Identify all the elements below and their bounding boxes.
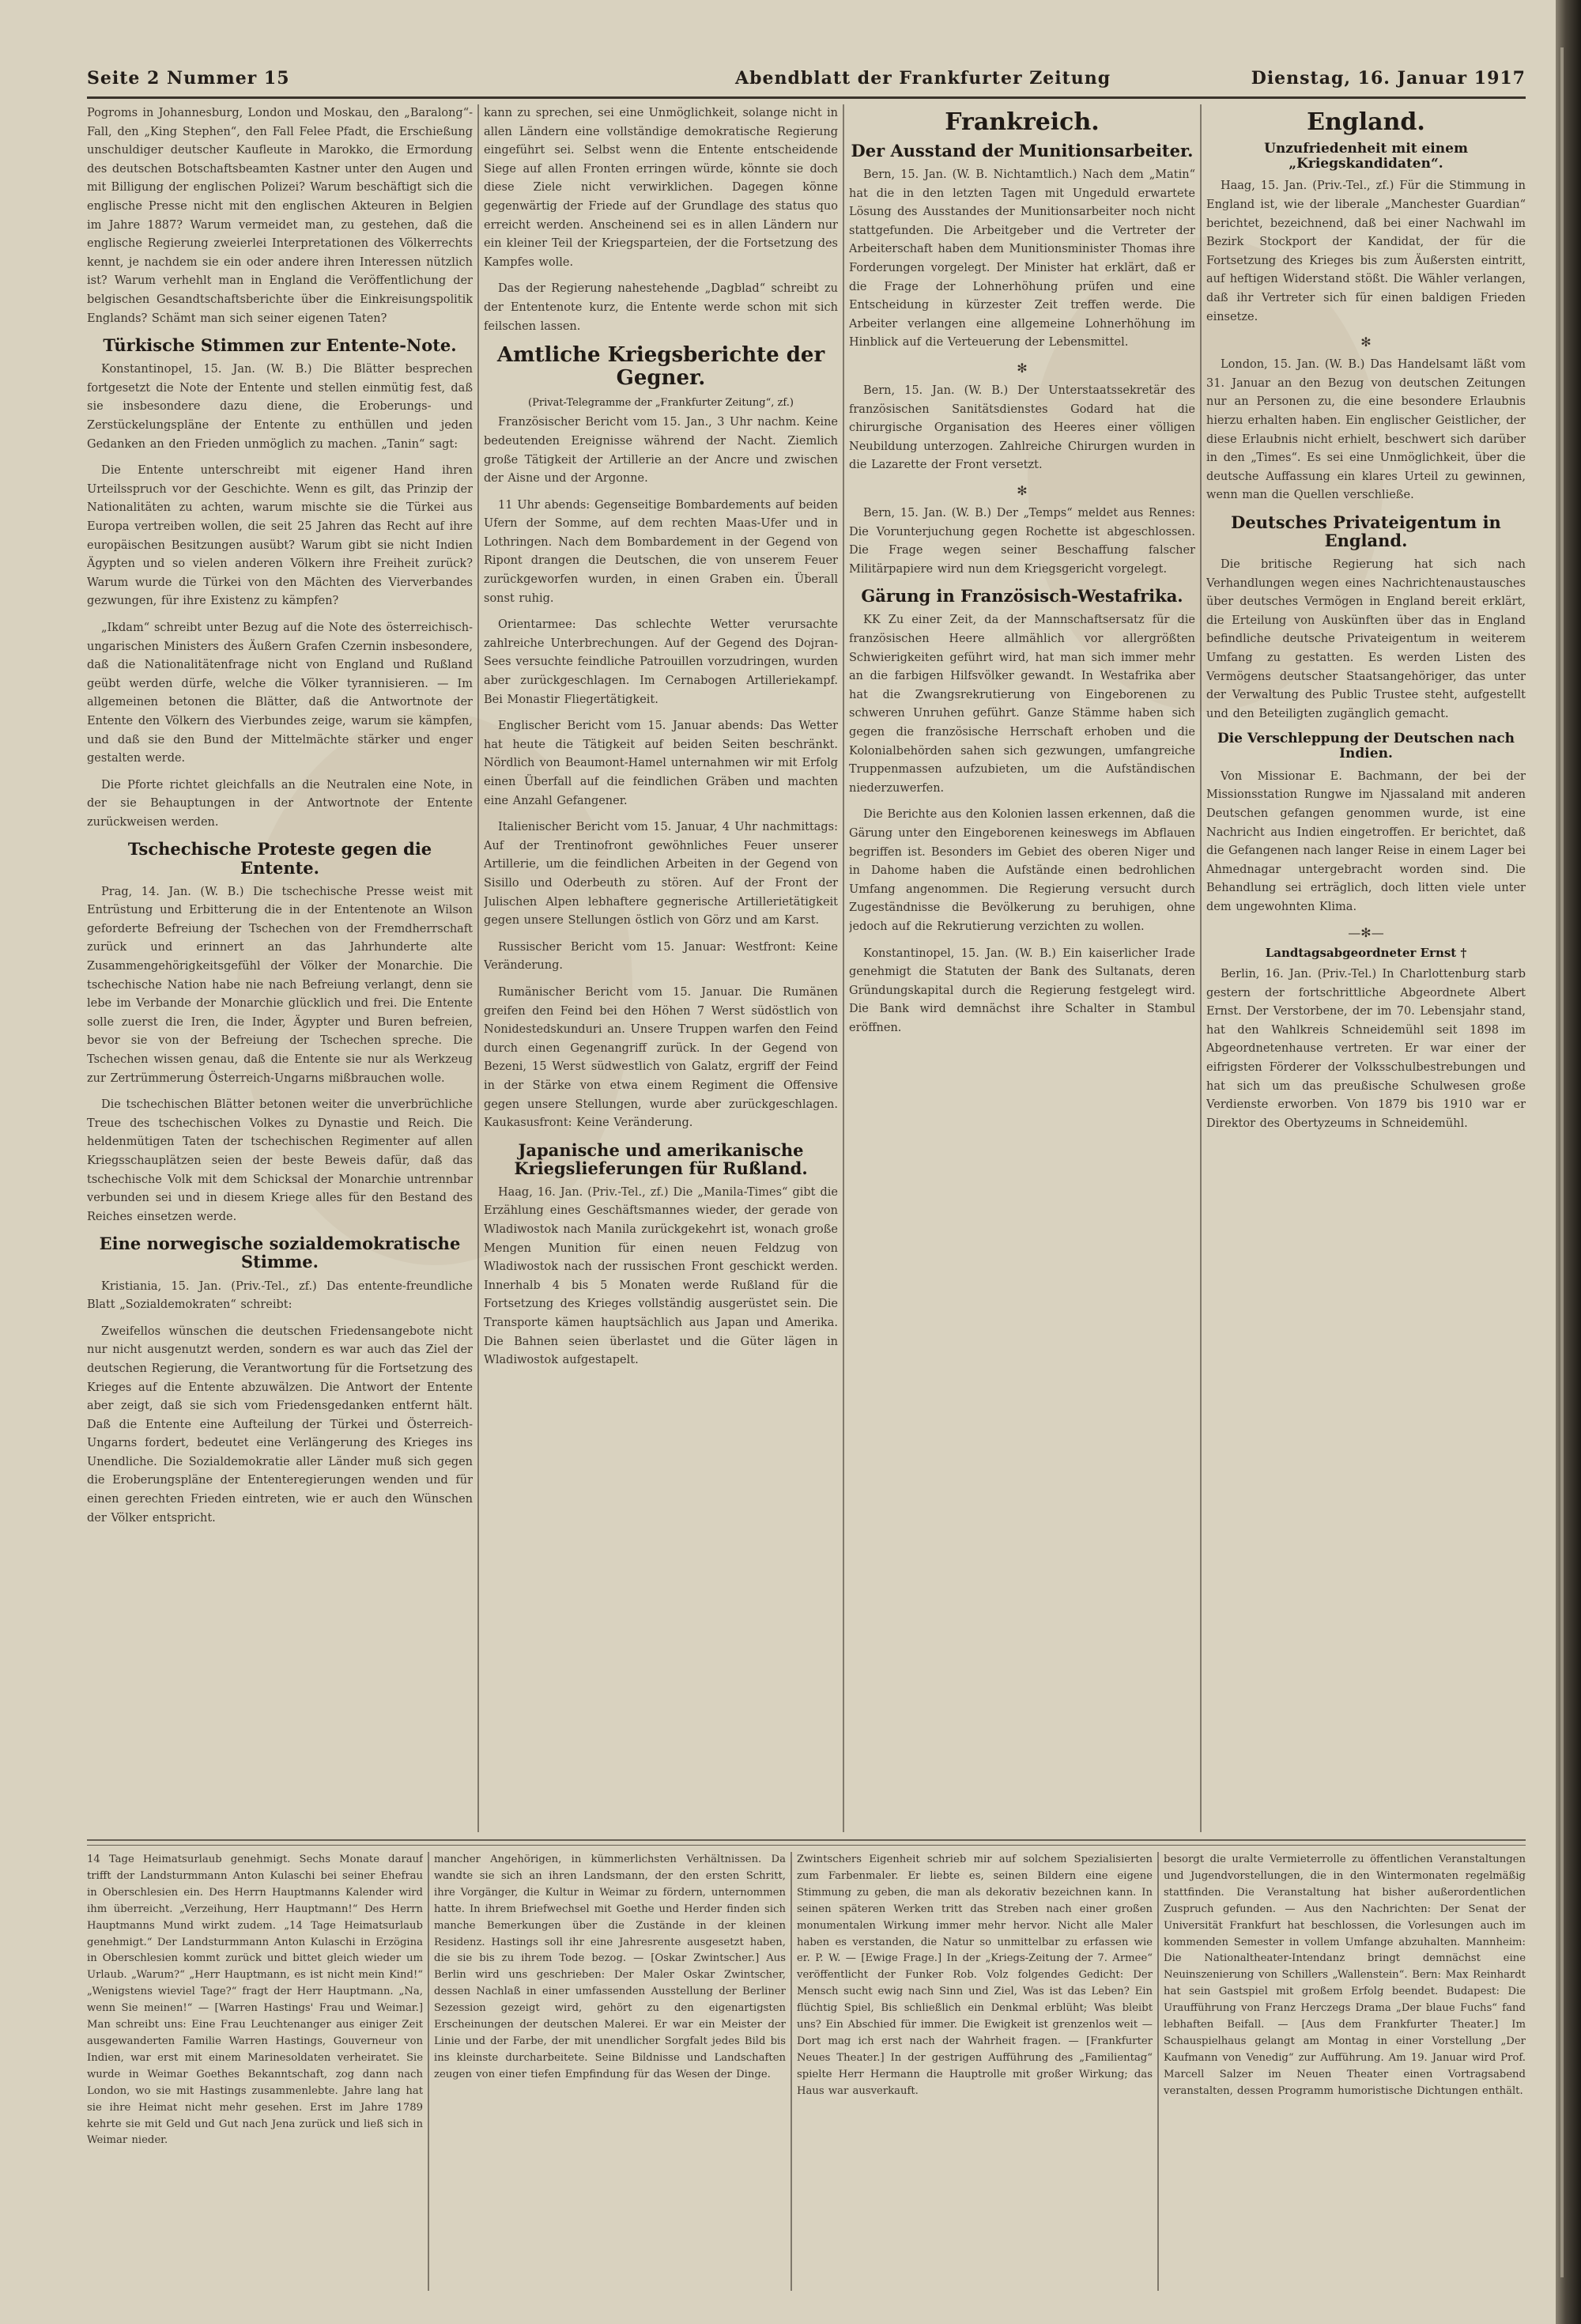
feuilleton-text: besorgt die uralte Vermieterrolle zu öffentlichen Veranstaltungen und Jugendvorstellungen, die in den Wintermonaten regelmäßig stattfinden. Die Veranstaltung hat bisher außerordentlichen Zuspruch gefunden. — Aus den Nachrichten: Der Senat der Universität Frankfurt hat beschlossen, die Vorlesungen auch im kommenden Semester in vollem Umfange abzuhalten. Mannheim: Die Nationaltheater-Intendanz bringt demnächst eine Neuinszenierung von Schillers „Wallenstein“. Bern: Max Reinhardt hat sein Gastspiel mit großem Erfolg beendet. Budapest: Die Uraufführung von Franz Herczegs Drama „Der blaue Fuchs“ fand lebhaften Beifall. — [Aus dem Frankfurter Theater.] Im Schauspielhaus gelangt am Montag in einer Vorstellung „Der Kaufmann von Venedig“ zur Aufführung. Am 19. Januar wird Prof. Marcell Salzer im Neuen Theater einen Vortragsabend veranstalten, dessen Programm humoristische Dichtungen enthält. [1164, 1854, 1526, 2097]
article-text: Die tschechischen Blätter betonen weiter die unverbrüchliche Treue des tschechischen Volkes zu Dynastie und Reich. Die heldenmütigen Taten der tschechischen Regimenter auf allen Kriegsschauplätzen seien der beste Beweis dafür, daß das tschechische Volk mit dem Schicksal der Monarchie untrennbar verbunden sei und in diesem Kriege alles für den Bestand des Reiches einsetzen werde. [87, 1098, 473, 1223]
feuilleton-text: Zwintschers Eigenheit schrieb mir auf solchem Spezialisierten zum Farbenmaler. Er liebte es, seinen Bildern eine eigene Stimmung zu geben, die man als dekorativ bezeichnen kann. In seinen späteren Werken tritt das Streben nach einer großen monumentalen Wirkung immer mehr hervor. Nicht alle Maler haben es verstanden, die Natur so unmittelbar zu erfassen wie er. P. W. — [Ewige Frage.] In der „Kriegs-Zeitung der 7. Armee“ veröffentlicht der Funker Rob. Volz folgendes Gedicht: Der Mensch sucht ewig nach Sinn und Ziel, Was ist das Leben? Ein flüchtig Spiel, Bis schließlich ein Denkmal erblüht; Was bleibt uns? Ein Abschied für immer. Die Ewigkeit ist grenzenlos weit — Dort mag ich erst nach der Wahrheit fragen. — [Frankfurter Neues Theater.] In der gestrigen Aufführung des „Familientag“ spielte Herr Hermann die Hauptrolle mit großer Wirkung; das Haus war ausverkauft. [797, 1854, 1153, 2097]
headline-india-deportation: Die Verschleppung der Deutschen nach Indien. [1217, 731, 1515, 762]
column-rule [428, 1852, 429, 2291]
headline-turkish-voices: Türkische Stimmen zur Entente-Note. [103, 335, 457, 356]
article-text: Die britische Regierung hat sich nach Verhandlungen wegen eines Nachrichtenaustausches über deutsches Vermögen in England bereit erklärt, die Erteilung von Auskünften über das in England befindliche deutsche Privateigentum in weiterem Umfang zu gestatten. Es werden Listen des Vermögens deutscher Staatsangehöriger, das unter der Verwaltung des Public Trustee steht, aufgestellt und den Beteiligten zugänglich gemacht. [1206, 558, 1526, 720]
subheading: (Privat-Telegramme der „Frankfurter Zeitung“, zf.) [528, 397, 794, 410]
separator: ✻ [1360, 334, 1372, 350]
article-text: „Ikdam“ schreibt unter Bezug auf die Note des österreichisch-ungarischen Ministers des Äußern Grafen Czernin insbesondere, daß die Nationalitätenfrage nicht von England und Rußland geübt werden dürfe, welche die Völker tyrannisieren. — Im allgemeinen betonen die Blätter, daß die Antwortnote der Entente den Völkern des Vierbundes zeige, warum sie kämpfen, und daß sie den Bund der Mittelmächte stärker und enger gestalten werde. [87, 621, 473, 765]
issue-date: Dienstag, 16. Januar 1917 [1251, 68, 1526, 89]
article-text: Russischer Bericht vom 15. Januar: Westfront: Keine Veränderung. [484, 940, 838, 973]
separator: ✻ [1017, 361, 1028, 376]
article-text: Englischer Bericht vom 15. Januar abends: Das Wetter hat heute die Tätigkeit auf beiden Seiten beschränkt. Nördlich von Beaumont-Hamel unternahmen wir mit Erfolg einen Überfall auf die feindlichen Gräben und machten eine Anzahl Gefangener. [484, 720, 838, 807]
feuilleton-column-4 [1164, 1852, 1526, 2291]
article-text: Orientarmee: Das schlechte Wetter verursachte zahlreiche Unterbrechungen. Auf der Gegend des Dojran-Sees versuchte feindliche Patrouillen vorzudringen, wurden aber zurückgeschlagen. Im Cernabogen Artilleriekampf. Bei Monastir Fliegertätigkeit. [484, 618, 838, 706]
article-text: Haag, 15. Jan. (Priv.-Tel., zf.) Für die Stimmung in England ist, wie der liberale „Manchester Guardian“ berichtet, bezeichnend, daß bei einer Nachwahl im Bezirk Stockport der Kandidat, der für die Fortsetzung des Krieges bis zum Äußersten eintritt, auf heftigen Widerstand stößt. Die Wähler verlangen, daß ihr Vertreter sich für einen baldigen Frieden einsetze. [1206, 179, 1526, 323]
article-text: Französischer Bericht vom 15. Jan., 3 Uhr nachm. Keine bedeutenden Ereignisse während der Nacht. Ziemlich große Tätigkeit der Artillerie an der Ancre und zwischen der Aisne und der Argonne. [484, 416, 838, 486]
article-text: Bern, 15. Jan. (W. B.) Der „Temps“ meldet aus Rennes: Die Vorunterjuchung gegen Rochette ist abgeschlossen. Die Frage wegen seiner Beschaffung falscher Militärpapiere wird nun dem Kriegsgericht vorgelegt. [849, 507, 1195, 576]
article-text: Pogroms in Johannesburg, London und Moskau, den „Baralong“-Fall, den „King Stephen“, den Fall Felee Pfadt, die Erschießung unschuldiger deutscher Kaufleute in Marokko, die Ermordung des deutschen Botschaftsbeamten Kastner unter den Augen und mit Billigung der englischen Polizei? Warum beschäftigt sich die englische Presse nicht mit den englischen Akteuren in Belgien im Jahre 1887? Warum vermeidet man, zu gestehen, daß die englische Regierung zweierlei Interpretationen des Völkerrechts kennt, je nachdem sie ein oder andere ihren Interessen nützlich ist? Warum verhehlt man in England die Veröffentlichung der belgischen Gesandtschaftsberichte über die Einkreisungspolitik Englands? Schämt man sich seiner eigenen Taten? [87, 107, 473, 325]
article-text: Rumänischer Bericht vom 15. Januar. Die Rumänen greifen den Feind bei den Höhen 7 Werst südöstlich von Nonidestedskunduri an. Unsere Truppen warfen den Feind durch einen Gegenangriff zurück. In der Gegend von Bezeni, 15 Werst südwestlich von Galatz, ergriff der Feind in der Stärke von etwa einem Regiment die Offensive gegen unsere Stellungen, wurde aber zurückgeschlagen. Kaukasusfront: Keine Veränderung. [484, 985, 838, 1130]
headline-czech-protests: Tschechische Proteste gegen die Entente. [127, 839, 432, 878]
headline-norwegian-voice: Eine norwegische sozialdemokratische Stimme. [99, 1234, 461, 1272]
article-text: Die Pforte richtet gleichfalls an die Neutralen eine Note, in der sie Behauptungen in der Antwortnote der Entente zurückweisen werden. [87, 778, 473, 829]
article-text: Prag, 14. Jan. (W. B.) Die tschechische Presse weist mit Entrüstung und Erbitterung die in der Ententenote an Wilson geforderte Befreiung der Tschechen von der Fremdherrschaft zurück und erinnert an das Jahrhunderte alte Zusammengehörigkeitsgefühl der Völker der Monarchie. Die tschechische Nation habe nie nach Befreiung verlangt, denn sie lebe im Verbande der Monarchie glücklich und frei. Die Entente solle zuerst die Iren, die Inder, Ägypter und Buren befreien, bevor sie von der Befreiung der Tschechen spreche. Die Tschechen wissen genau, daß die Entente sie nur als Werkzeug zur Zertrümmerung Österreich-Ungarns mißbrauchen wolle. [87, 885, 473, 1085]
article-text: Bern, 15. Jan. (W. B.) Der Unterstaatssekretär des französischen Sanitätsdienstes Godard hat die chirurgische Organisation des Heeres einer völligen Neubildung unterzogen. Zahlreiche Chirurgen wurden in die Lazarette der Front versetzt. [849, 384, 1195, 472]
headline-private-property: Deutsches Privateigentum in England. [1231, 512, 1501, 550]
headline-munitions-strike: Der Ausstand der Munitionsarbeiter. [851, 141, 1194, 161]
column-1 [87, 104, 473, 1832]
article-text: Das der Regierung nahestehende „Dagblad“ schreibt zu der Ententenote kurz, die Entente werde schon mit sich feilschen lassen. [484, 282, 838, 333]
column-rule [790, 1852, 792, 2291]
separator: —✻— [1348, 924, 1384, 940]
headline-japanese-american: Japanische und amerikanische Kriegslieferungen für Rußland. [514, 1139, 808, 1178]
column-4 [1206, 104, 1526, 1832]
masthead [87, 63, 1526, 95]
article-text: Bern, 15. Jan. (W. B. Nichtamtlich.) Nach dem „Matin“ hat die in den letzten Tagen mit Ungeduld erwartete Lösung des Ausstandes der Munitionsarbeiter noch nicht stattgefunden. Die Arbeitgeber und die Vertreter der Arbeiterschaft haben dem Munitionsminister Thomas ihre Forderungen vorgelegt. Der Minister hat erklärt, daß er die Frage der Lohnerhöhung prüfen und eine Entscheidung in kürzester Zeit treffen werde. Die Arbeiter verlangen eine allgemeine Lohnerhöhung im Hinblick auf die Verteuerung der Lebensmittel. [849, 168, 1195, 350]
article-text: Kristiania, 15. Jan. (Priv.-Tel., zf.) Das entente-freundliche Blatt „Sozialdemokraten“ schreibt: [87, 1279, 473, 1312]
headline-west-africa: Gärung in Französisch-Westafrika. [861, 586, 1183, 607]
article-text: 11 Uhr abends: Gegenseitige Bombardements auf beiden Ufern der Somme, auf dem rechten Maas-Ufer und in Lothringen. Nach dem Bombardement in der Gegend von Ripont drangen die Deutschen, die von unserem Feuer zurückgeworfen wurden, in einen Graben ein. Überall sonst ruhig. [484, 498, 838, 605]
headline-war-reports: Amtliche Kriegsberichte der Gegner. [496, 343, 825, 390]
page-number: Seite 2 Nummer 15 [87, 68, 290, 89]
article-text: Von Missionar E. Bachmann, der bei der Missionsstation Rungwe im Njassaland mit anderen Deutschen gefangen genommen wurde, ist eine Nachricht aus Indien eingetroffen. Er berichtet, daß die Gefangenen nach langer Reise in einem Lager bei Ahmednagar untergebracht worden sind. Die Behandlung sei erträglich, doch litten viele unter dem ungewohnten Klima. [1206, 769, 1526, 913]
headline-obituary-ernst: Landtagsabgeordneter Ernst † [1265, 945, 1467, 960]
column-3 [849, 104, 1195, 1832]
article-text: Zweifellos wünschen die deutschen Friedensangebote nicht nur nicht ausgenutzt werden, sondern es war auch das Ziel der deutschen Regierung, die Verantwortung für die Fortsetzung des Krieges auf die Entente abzuwälzen. Die Antwort der Entente aber zeigt, daß sie sich vom Friedensgedanken entfernt hält. Daß die Entente eine Aufteilung der Türkei und Österreich-Ungarns fordert, bedeutet eine Verlängerung des Krieges ins Unendliche. Die Sozialdemokratie aller Länder muß sich gegen die Eroberungspläne der Ententeregierungen wenden und für einen gerechten Frieden eintreten, wie er auch den Wünschen der Völker entspricht. [87, 1324, 473, 1525]
column-rule [1200, 104, 1202, 1832]
article-text: kann zu sprechen, sei eine Unmöglichkeit, solange nicht in allen Ländern eine vollständige demokratische Regierung eingeführt sei. Selbst wenn die Entente entscheidende Siege auf allen Fronten erringen würde, könnte sie doch diese Ziele nicht verwirklichen. Dagegen könne gegenwärtig der Friede auf der Grundlage des status quo erreicht werden. Anscheinend sei es in allen Ländern nur ein kleiner Teil der Kriegsparteien, der die Fortsetzung des Kampfes wolle. [484, 107, 838, 269]
headline-england: England. [1307, 108, 1425, 136]
column-rule [477, 104, 479, 1832]
column-rule [843, 104, 844, 1832]
feuilleton-divider [87, 1845, 1526, 1846]
feuilleton-column-2 [434, 1852, 786, 2291]
separator: ✻ [1017, 483, 1028, 498]
article-text: Die Entente unterschreibt mit eigener Hand ihren Urteilsspruch vor der Geschichte. Wenn es gilt, das Prinzip der Nationalitäten zu achten, warum mischte sie die Türkei aus Europa vertreiben wollen, die seit 25 Jahren das Recht auf ihre europäischen Besitzungen ausübt? Warum gibt sie nicht Indien Ägypten und so vielen anderen Völkern ihre Freiheit zurück? Warum wurde die Türkei von den Mächten des Vierverbandes gezwungen, für ihre Existenz zu kämpfen? [87, 464, 473, 608]
article-text: Berlin, 16. Jan. (Priv.-Tel.) In Charlottenburg starb gestern der fortschrittliche Abgeordnete Albert Ernst. Der Verstorbene, der im 70. Lebensjahr stand, hat den Wahlkreis Schneidemühl seit 1898 im Abgeordnetenhause vertreten. Er war einer der eifrigsten Förderer der Volksschulbestrebungen und hat sich um das preußische Schulwesen große Verdienste erworben. Von 1879 bis 1910 war er Direktor des Obertyzeums in Schneidemühl. [1206, 968, 1526, 1130]
headline-france: Frankreich. [945, 108, 1100, 136]
article-text: Haag, 16. Jan. (Priv.-Tel., zf.) Die „Manila-Times“ gibt die Erzählung eines Geschäftsmannes wieder, der gerade von Wladiwostok nach Manila zurückgekehrt ist, wonach große Mengen Munition für einen neuen Feldzug von Wladiwostok nach der russischen Front geschickt werden. Innerhalb 4 bis 5 Monaten werde Rußland für die Fortsetzung des Krieges vollständig ausgerüstet sein. Die Transporte kämen hauptsächlich aus Japan und Amerika. Die Bahnen seien überlastet und die Güter lägen in Wladiwostok aufgestapelt. [484, 1185, 838, 1367]
feuilleton-text: 14 Tage Heimatsurlaub genehmigt. Sechs Monate darauf trifft der Landsturmmann Anton Kulaschi bei seiner Ehefrau in Oberschlesien ein. Des Herrn Hauptmanns Kalender wird ihm überreicht. „Verzeihung, Herr Hauptmann!“ Des Herrn Hauptmanns Mund wirkt zudem. „14 Tage Heimatsurlaub genehmigt.“ Der Landsturmmann Anton Kulaschi in Erzögina in Oberschlesien kommt zurück und bittet gleich wieder um Urlaub. „Warum?“ „Herr Hauptmann, es ist nicht mein Kind!“ „Wenigstens wieviel Tage?“ fragt der Herr Hauptmann. „Na, wenn Sie meinen!“ — [Warren Hastings' Frau und Weimar.] Man schreibt uns: Eine Frau Leuchtenanger aus einiger Zeit ausgewanderten Familie Warren Hastings, Gouverneur von Indien, war erst mit einem Marinesoldaten verheiratet. Sie wurde in Weimar Goethes Bekanntschaft, zog dann nach London, wo sie mit Hastings zusammenlebte. Jahre lang hat sie ihre Heimat nicht mehr gesehen. Erst im Jahre 1789 kehrte sie mit Geld und Gut nach Jena zurück und ließ sich in Weimar nieder. [87, 1854, 423, 2147]
feuilleton-column-1 [87, 1852, 423, 2291]
column-2 [484, 104, 838, 1832]
page-binding-edge [1556, 0, 1581, 2324]
feuilleton-divider [87, 1839, 1526, 1841]
article-text: Italienischer Bericht vom 15. Januar, 4 Uhr nachmittags: Auf der Trentinofront gewöhnliches Feuer unserer Artillerie, um die feindlichen Arbeiten in der Gegend von Sisillo und Oderbeuth zu stören. Auf der Front der Julischen Alpen lebhaftere gegnerische Artillerietätigkeit gegen unsere Stellungen östlich von Görz und am Karst. [484, 821, 838, 928]
article-text: Konstantinopel, 15. Jan. (W. B.) Die Blätter besprechen fortgesetzt die Note der Entente und stellen einmütig fest, daß sie insbesondere dazu diene, die Eroberungs- und Zerstückelungspläne der Entente zu enthüllen und jeden Gedanken an den Frieden unmöglich zu machen. „Tanin“ sagt: [87, 363, 473, 451]
masthead-rule [87, 96, 1526, 99]
column-rule [1157, 1852, 1159, 2291]
headline-war-candidate: Unzufriedenheit mit einem „Kriegskandidaten“. [1264, 141, 1468, 172]
article-text: London, 15. Jan. (W. B.) Das Handelsamt läßt vom 31. Januar an den Bezug von deutschen Zeitungen nur an Personen zu, die eine besondere Erlaubnis hierzu erhalten haben. Ein englischer Geistlicher, der diese Erlaubnis nicht erhielt, beschwert sich darüber in den „Times“. Es sei eine Unmöglichkeit, über die deutsche Auffassung ein klares Urteil zu gewinnen, wenn man die Quellen verschließe. [1206, 358, 1526, 502]
article-text: KK Zu einer Zeit, da der Mannschaftsersatz für die französischen Heere allmählich vor allergrößten Schwierigkeiten geführt wird, hat man sich immer mehr an die farbigen Hilfsvölker gewandt. In Westafrika aber hat die Zwangsrekrutierung von Eingeborenen zu schweren Unruhen geführt. Ganze Stämme haben sich gegen die französische Herrschaft erhoben und die Kolonialbehörden sahen sich gezwungen, umfangreiche Truppenmassen aufzubieten, um die Aufständischen niederzuwerfen. [849, 614, 1195, 795]
article-text: Konstantinopel, 15. Jan. (W. B.) Ein kaiserlicher Irade genehmigt die Statuten der Bank des Sultanats, deren Gründungskapital durch die Regierung festgelegt wird. Die Bank wird demnächst ihre Schalter in Stambul eröffnen. [849, 947, 1195, 1034]
article-text: Die Berichte aus den Kolonien lassen erkennen, daß die Gärung unter den Eingeborenen keineswegs im Abflauen begriffen ist. Besonders im Gebiet des oberen Niger und in Dahome haben die Aufstände einen bedrohlichen Umfang angenommen. Die Regierung versucht durch Zugeständnisse die Bevölkerung zu beruhigen, ohne jedoch auf die Rekrutierung verzichten zu wollen. [849, 808, 1195, 933]
newspaper-title: Abendblatt der Frankfurter Zeitung [735, 68, 1111, 89]
feuilleton-column-3 [797, 1852, 1153, 2291]
feuilleton-text: mancher Angehörigen, in kümmerlichsten Verhältnissen. Da wandte sie sich an ihren Landsmann, der den ersten Schritt, ihre Vorgänger, die Kultur in Weimar zu fördern, unternommen hatte. In ihrem Briefwechsel mit Goethe und Herder finden sich manche Bemerkungen über die Zustände in der kleinen Residenz. Hastings soll ihr eine Jahresrente ausgesetzt haben, die sie bis zu ihrem Tode bezog. — [Oskar Zwintscher.] Aus Berlin wird uns geschrieben: Der Maler Oskar Zwintscher, dessen Nachlaß in einer umfassenden Ausstellung der Berliner Sezession gezeigt wird, gehört zu den eigenartigsten Erscheinungen der deutschen Malerei. Er war ein Meister der Linie und der Farbe, der mit unendlicher Sorgfalt jedes Bild bis ins kleinste durcharbeitete. Seine Bildnisse und Landschaften zeugen von einer tiefen Empfindung für das Wesen der Dinge. [434, 1854, 786, 2080]
